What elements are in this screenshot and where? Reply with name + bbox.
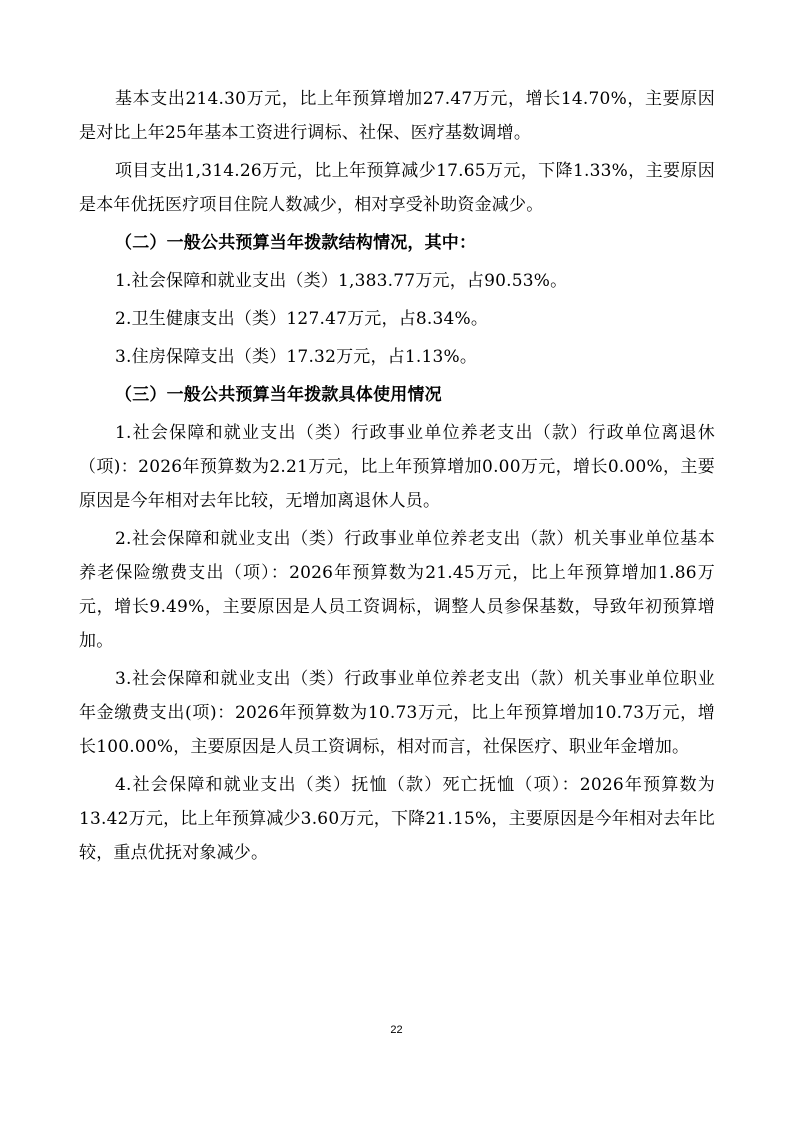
section-heading-usage: （三）一般公共预算当年拨款具体使用情况	[115, 385, 442, 405]
paragraph-housing-share: 3.住房保障支出（类）17.32万元，占1.13%。	[115, 347, 478, 367]
paragraph-project-expenditure: 项目支出1,314.26万元，比上年预算减少17.65万元，下降1.33%，主要原因是本年优抚医疗项目住院人数减少，相对享受补助资金减少。	[79, 161, 715, 215]
paragraph-health-share: 2.卫生健康支出（类）127.47万元，占8.34%。	[115, 309, 489, 329]
document-page	[79, 82, 715, 874]
section-heading-structure: （二）一般公共预算当年拨款结构情况，其中：	[115, 233, 477, 253]
paragraph-occupational-annuity: 3.社会保障和就业支出（类）行政事业单位养老支出（款）机关事业单位职业年金缴费支出(项)：2026年预算数为10.73万元，比上年预算增加10.73万元，增长100.00%，主要原因是人员工资调标，相对而言，社保医疗、职业年金增加。	[79, 669, 715, 757]
paragraph-basic-expenditure: 基本支出214.30万元，比上年预算增加27.47万元，增长14.70%，主要原因是对比上年25年基本工资进行调标、社保、医疗基数调增。	[79, 89, 715, 143]
paragraph-retirement: 1.社会保障和就业支出（类）行政事业单位养老支出（款）行政单位离退休（项)：2026年预算数为2.21万元，比上年预算增加0.00万元，增长0.00%，主要原因是今年相对去年比较，无增加离退休人员。	[79, 423, 715, 511]
page-number: 22	[390, 1024, 403, 1036]
paragraph-social-security-share: 1.社会保障和就业支出（类）1,383.77万元，占90.53%。	[115, 271, 568, 291]
paragraph-death-pension: 4.社会保障和就业支出（类）抚恤（款）死亡抚恤（项）：2026年预算数为13.42万元，比上年预算减少3.60万元，下降21.15%，主要原因是今年相对去年比较，重点优抚对象减少。	[79, 775, 715, 863]
paragraph-pension-insurance: 2.社会保障和就业支出（类）行政事业单位养老支出（款）机关事业单位基本养老保险缴费支出（项）：2026年预算数为21.45万元，比上年预算增加1.86万元，增长9.49%，主要原因是人员工资调标，调整人员参保基数，导致年初预算增加。	[79, 529, 715, 651]
